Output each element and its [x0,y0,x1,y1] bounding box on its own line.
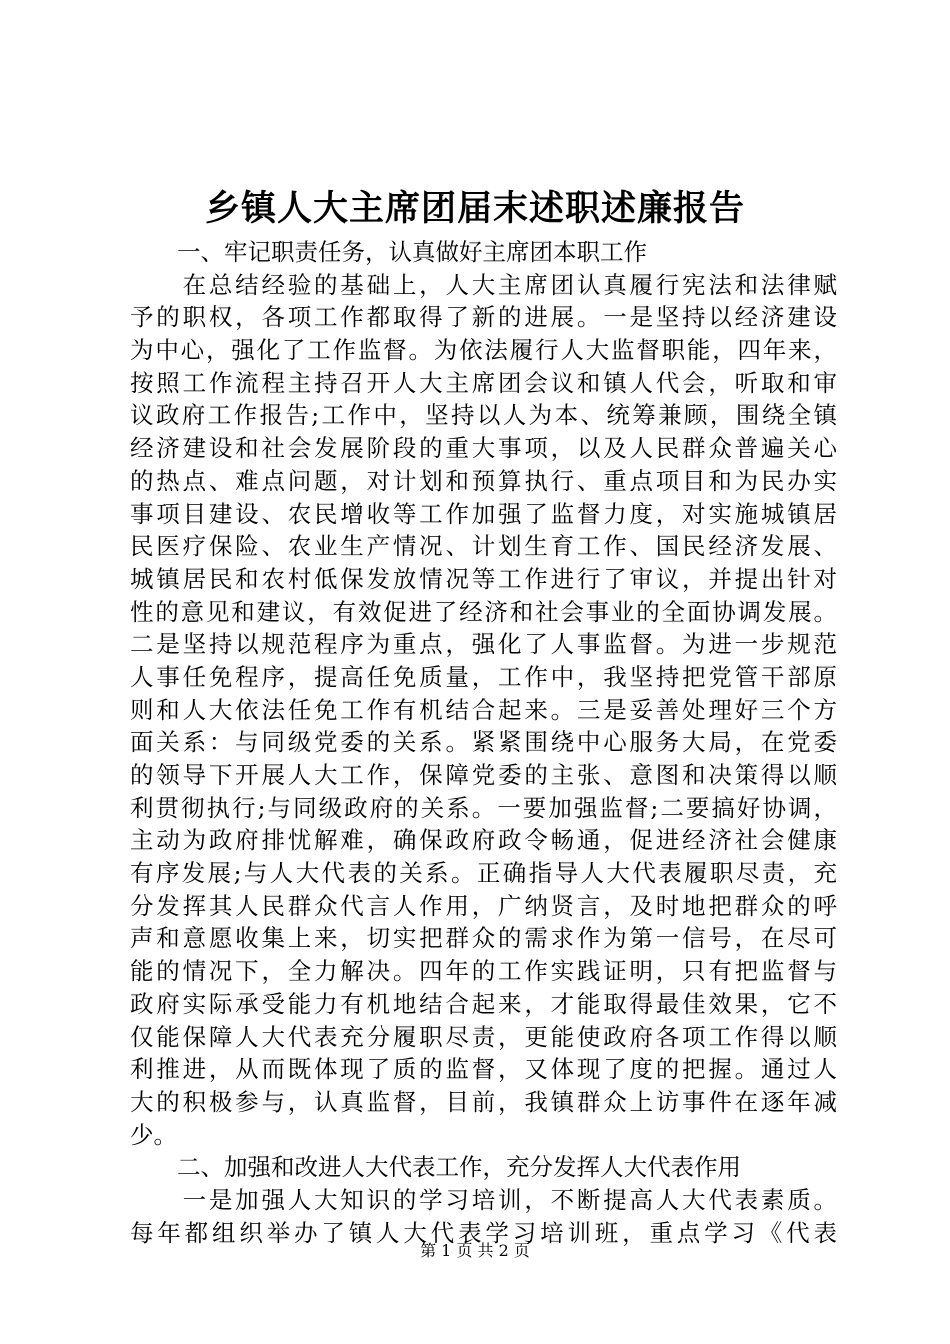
body-text-line: 事项目建设、农民增收等工作加强了监督力度，对实施城镇居 [130,499,837,528]
body-text-line: 经济建设和社会发展阶段的重大事项，以及人民群众普遍关心 [130,434,837,463]
body-text-line: 声和意愿收集上来，切实把群众的需求作为第一信号，在尽可 [130,924,837,953]
body-text-line: 分发挥其人民群众代言人作用，广纳贤言，及时地把群众的呼 [130,891,837,920]
body-text-line: 在总结经验的基础上，人大主席团认真履行宪法和法律赋 [130,270,837,299]
body-text-line: 为中心，强化了工作监督。为依法履行人大监督职能，四年来， [130,336,837,365]
body-text-line: 城镇居民和农村低保发放情况等工作进行了审议，并提出针对 [130,564,837,593]
document-title: 乡镇人大主席团届末述职述廉报告 [204,188,745,229]
body-text-line: 则和人大依法任免工作有机结合起来。三是妥善处理好三个方 [130,695,837,724]
body-text-line: 利推进，从而既体现了质的监督，又体现了度的把握。通过人 [130,1055,837,1084]
page-footer: 第 1 页 共 2 页 [420,1241,530,1260]
body-text-line: 人事任免程序，提高任免质量，工作中，我坚持把党管干部原 [130,662,837,691]
document-body [130,236,837,1249]
body-text-line: 性的意见和建议，有效促进了经济和社会事业的全面协调发展。 [130,597,837,626]
body-text-line: 政府实际承受能力有机地结合起来，才能取得最佳效果，它不 [130,989,837,1018]
body-text-line: 大的积极参与，认真监督，目前，我镇群众上访事件在逐年减 [130,1087,837,1116]
body-text-line: 能的情况下，全力解决。四年的工作实践证明，只有把监督与 [130,957,837,986]
body-text-line: 有序发展;与人大代表的关系。正确指导人大代表履职尽责，充 [130,859,837,888]
body-text-line: 民医疗保险、农业生产情况、计划生育工作、国民经济发展、 [130,532,837,561]
body-text-line: 每年都组织举办了镇人大代表学习培训班，重点学习《代表 [130,1218,837,1247]
body-text-line: 议政府工作报告;工作中，坚持以人为本、统筹兼顾，围绕全镇 [130,401,837,430]
body-text-line: 少。 [130,1120,177,1149]
body-text-line: 予的职权，各项工作都取得了新的进展。一是坚持以经济建设 [130,303,837,332]
body-text-line: 的领导下开展人大工作，保障党委的主张、意图和决策得以顺 [130,761,837,789]
body-text-line: 主动为政府排忧解难，确保政府政令畅通，促进经济社会健康 [130,826,837,855]
body-text-line: 面关系：与同级党委的关系。紧紧围绕中心服务大局，在党委 [130,728,837,757]
body-text-line: 利贯彻执行;与同级政府的关系。一要加强监督;二要搞好协调， [130,793,837,822]
body-text-line: 二、加强和改进人大代表工作，充分发挥人大代表作用 [130,1153,741,1182]
body-text-line: 按照工作流程主持召开人大主席团会议和镇人代会，听取和审 [130,368,837,397]
body-text-line: 一、牢记职责任务，认真做好主席团本职工作 [130,238,647,266]
body-text-line: 一是加强人大知识的学习培训，不断提高人大代表素质。 [130,1185,837,1214]
body-text-line: 二是坚持以规范程序为重点，强化了人事监督。为进一步规范 [130,630,837,659]
body-text-line: 的热点、难点问题，对计划和预算执行、重点项目和为民办实 [130,466,837,495]
body-text-line: 仅能保障人大代表充分履职尽责，更能使政府各项工作得以顺 [130,1022,837,1051]
